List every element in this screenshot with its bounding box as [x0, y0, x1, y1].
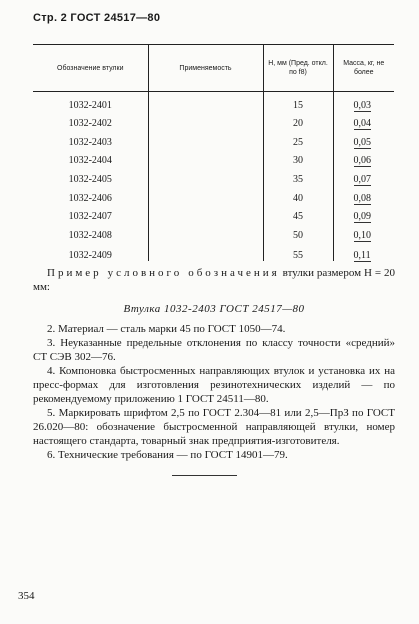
mass-value: 0,09 [353, 211, 371, 223]
cell-application [148, 92, 263, 111]
cell-designation: 1032-2405 [68, 173, 112, 185]
cell-designation: 1032-2404 [68, 155, 112, 167]
cell-application [148, 185, 263, 204]
table-header-row [33, 45, 394, 92]
mass-value: 0,05 [353, 136, 371, 148]
cell-mass [333, 222, 394, 241]
cell-mass [333, 166, 394, 185]
header-designation: Обозначение втулки [33, 45, 148, 92]
mass-value: 0,10 [353, 229, 371, 241]
table-row [33, 92, 394, 111]
example-intro-spaced: Пример условного обозначения [47, 267, 280, 279]
header-mass: Масса, кг, не более [333, 45, 394, 92]
paragraph-6: 6. Технические требования — по ГОСТ 14901—79. [47, 449, 288, 461]
table-row [33, 185, 394, 204]
cell-mass [333, 148, 394, 167]
cell-mass [333, 204, 394, 223]
mass-value: 0,03 [353, 99, 371, 111]
cell-h: 45 [263, 204, 333, 223]
cell-h: 50 [263, 222, 333, 241]
cell-h: 30 [263, 148, 333, 167]
mass-value: 0,04 [353, 118, 371, 130]
bushing-table [33, 44, 394, 261]
table-row [33, 111, 394, 130]
page-header: Стр. 2 ГОСТ 24517—80 [33, 12, 161, 24]
cell-h: 35 [263, 166, 333, 185]
paragraph-2: 2. Материал — сталь марки 45 по ГОСТ 1050—74. [47, 323, 286, 335]
table-row [33, 148, 394, 167]
table-row [33, 166, 394, 185]
end-rule [172, 475, 237, 476]
cell-designation: 1032-2407 [68, 211, 112, 223]
paragraph-5: 5. Маркировать шрифтом 2,5 по ГОСТ 2.304—81 или 2,5—ПрЗ по ГОСТ 26.020—80: обозначение быстросменной направляющей втулки, номер настоящего стандарта, товарный знак предприятия-изготовителя. [33, 407, 395, 447]
cell-designation: 1032-2401 [68, 99, 112, 111]
cell-mass [333, 241, 394, 261]
cell-mass [333, 129, 394, 148]
header-application: Применяемость [148, 45, 263, 92]
table-row [33, 204, 394, 223]
cell-application [148, 241, 263, 261]
paragraph-4: 4. Компоновка быстросменных направляющих втулок и установка их на пресс-формах для изготовления резинотехнических изделий — по рекомендуемому приложению 1 ГОСТ 24511—80. [33, 365, 395, 405]
cell-application [148, 148, 263, 167]
cell-designation: 1032-2406 [68, 192, 112, 204]
mass-value: 0,11 [353, 249, 371, 261]
example-intro [33, 266, 395, 294]
cell-h: 25 [263, 129, 333, 148]
cell-designation: 1032-2403 [68, 136, 112, 148]
paragraph-3: 3. Неуказанные предельные отклонения по классу точности «средний» СТ СЭВ 302—76. [33, 337, 395, 363]
table-row [33, 241, 394, 261]
header-h: Н, мм (Пред. откл. по f8) [263, 45, 333, 92]
cell-mass [333, 111, 394, 130]
mass-value: 0,08 [353, 192, 371, 204]
example-intro-rest: втулки размером Н = 20 мм: [33, 267, 395, 293]
cell-application [148, 222, 263, 241]
mass-value: 0,06 [353, 155, 371, 167]
cell-application [148, 111, 263, 130]
cell-mass [333, 185, 394, 204]
cell-application [148, 204, 263, 223]
cell-h: 15 [263, 92, 333, 111]
cell-mass [333, 92, 394, 111]
table-body [33, 92, 394, 261]
cell-designation: 1032-2402 [68, 118, 112, 130]
example-designation: Втулка 1032-2403 ГОСТ 24517—80 [123, 303, 305, 315]
cell-h: 20 [263, 111, 333, 130]
cell-h: 55 [263, 241, 333, 261]
cell-application [148, 129, 263, 148]
cell-designation: 1032-2409 [68, 249, 112, 261]
table-row [33, 129, 394, 148]
body-text [33, 266, 395, 462]
cell-h: 40 [263, 185, 333, 204]
mass-value: 0,07 [353, 173, 371, 185]
cell-application [148, 166, 263, 185]
page-number: 354 [18, 590, 35, 602]
cell-designation: 1032-2408 [68, 229, 112, 241]
table-row [33, 222, 394, 241]
